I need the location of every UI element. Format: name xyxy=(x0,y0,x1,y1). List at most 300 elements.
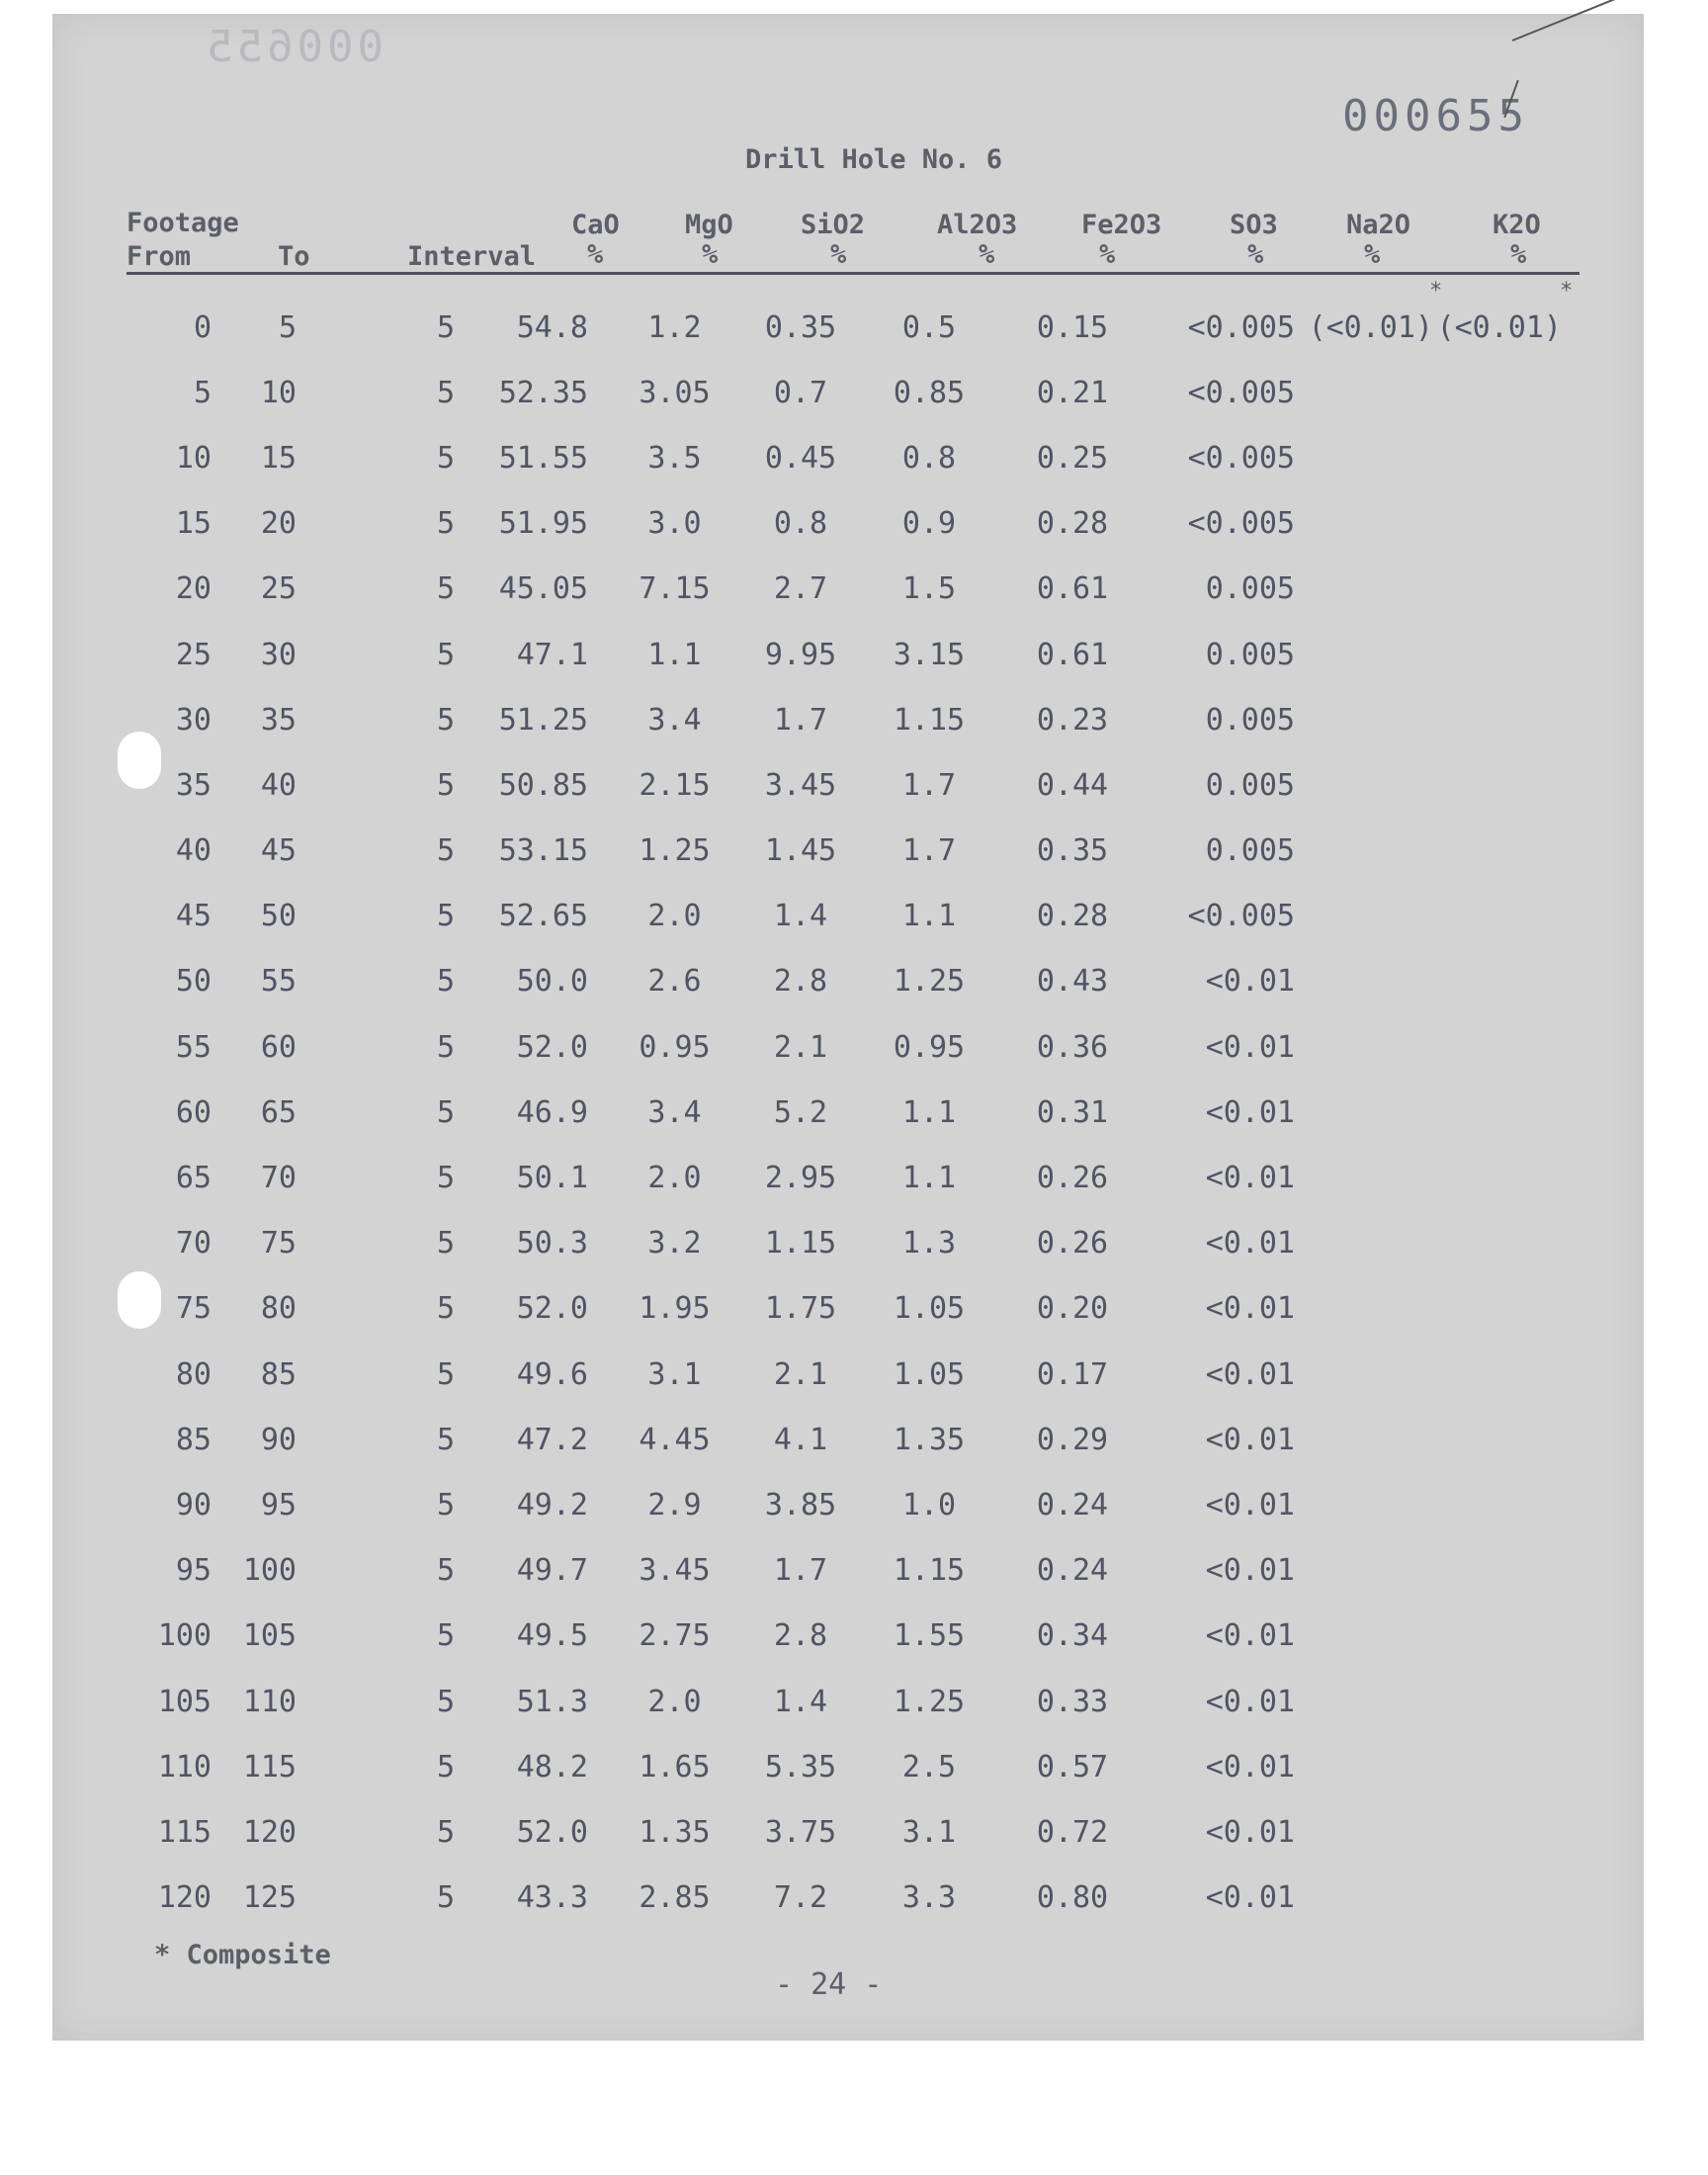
cell-sio2: 5.2 xyxy=(773,1094,828,1130)
cell-so3: <0.005 xyxy=(1187,899,1295,934)
cell-so3: <0.01 xyxy=(1205,1880,1295,1916)
cell-al2o3: 1.1 xyxy=(901,899,957,934)
cell-al2o3: 1.7 xyxy=(901,833,957,869)
page-number: - 24 - xyxy=(775,1967,883,2002)
cell-k2o xyxy=(1433,1211,1562,1276)
cell-al2o3: 1.05 xyxy=(893,1356,966,1392)
cell-from: 15 xyxy=(175,506,212,542)
cell-to: 80 xyxy=(260,1291,297,1327)
cell-to: 115 xyxy=(242,1749,297,1784)
cell-k2o xyxy=(1433,491,1562,557)
cell-k2o xyxy=(1433,1080,1562,1145)
header-mgo: MgO xyxy=(685,210,733,240)
cell-na2o xyxy=(1295,1407,1433,1472)
cell-from: 85 xyxy=(175,1422,212,1457)
cell-interval: 5 xyxy=(436,1161,455,1196)
cell-al2o3: 1.25 xyxy=(893,964,966,1000)
cell-mgo: 2.75 xyxy=(639,1618,711,1654)
cell-fe2o3: 0.33 xyxy=(1036,1684,1109,1719)
cell-so3: 0.005 xyxy=(1205,637,1295,672)
header-so3: SO3 xyxy=(1230,210,1278,240)
cell-cao: 46.9 xyxy=(516,1094,588,1130)
table-row xyxy=(127,752,1562,818)
cell-sio2: 1.75 xyxy=(764,1291,837,1327)
cell-so3: <0.01 xyxy=(1205,1356,1295,1392)
cell-to: 90 xyxy=(260,1422,297,1457)
header-al2o3: Al2O3 xyxy=(937,210,1018,240)
cell-to: 45 xyxy=(260,833,297,869)
table-row xyxy=(127,1407,1562,1472)
cell-cao: 52.0 xyxy=(516,1029,588,1065)
cell-to: 20 xyxy=(260,506,297,542)
cell-k2o xyxy=(1433,1669,1562,1734)
cell-na2o xyxy=(1295,819,1433,884)
cell-fe2o3: 0.15 xyxy=(1036,309,1109,345)
cell-sio2: 7.2 xyxy=(773,1880,828,1916)
table-row xyxy=(127,491,1562,557)
cell-sio2: 9.95 xyxy=(764,637,837,672)
cell-so3: <0.005 xyxy=(1187,506,1295,542)
cell-na2o xyxy=(1295,1538,1433,1604)
table-row xyxy=(127,360,1562,425)
cell-to: 50 xyxy=(260,899,297,934)
cell-so3: <0.005 xyxy=(1187,375,1295,410)
cell-k2o xyxy=(1433,884,1562,949)
cell-sio2: 1.7 xyxy=(773,702,828,738)
header-na2o-pct: % xyxy=(1364,239,1381,270)
page-title: Drill Hole No. 6 xyxy=(744,144,1003,175)
cell-k2o xyxy=(1433,687,1562,752)
cell-so3: <0.01 xyxy=(1205,964,1295,1000)
cell-mgo: 3.2 xyxy=(647,1226,702,1262)
cell-fe2o3: 0.36 xyxy=(1036,1029,1109,1065)
cell-na2o xyxy=(1295,1014,1433,1080)
cell-from: 115 xyxy=(157,1814,212,1850)
cell-so3: 0.005 xyxy=(1205,833,1295,869)
analysis-table xyxy=(127,295,1562,1931)
cell-na2o xyxy=(1295,1799,1433,1865)
cell-na2o xyxy=(1295,884,1433,949)
cell-na2o xyxy=(1295,687,1433,752)
cell-mgo: 3.0 xyxy=(647,506,702,542)
cell-na2o xyxy=(1295,949,1433,1014)
cell-from: 35 xyxy=(175,767,212,803)
table-row xyxy=(127,1669,1562,1734)
cell-from: 20 xyxy=(175,571,212,607)
cell-from: 105 xyxy=(157,1684,212,1719)
cell-so3: 0.005 xyxy=(1205,702,1295,738)
cell-interval: 5 xyxy=(436,506,455,542)
table-row xyxy=(127,819,1562,884)
table-row xyxy=(127,1472,1562,1537)
table-row xyxy=(127,687,1562,752)
header-footage: Footage xyxy=(127,208,239,238)
cell-from: 75 xyxy=(175,1291,212,1327)
cell-so3: <0.01 xyxy=(1205,1161,1295,1196)
cell-cao: 51.3 xyxy=(516,1684,588,1719)
cell-cao: 51.55 xyxy=(498,440,588,476)
cell-mgo: 4.45 xyxy=(639,1422,711,1457)
cell-fe2o3: 0.28 xyxy=(1036,506,1109,542)
cell-cao: 49.5 xyxy=(516,1618,588,1654)
cell-cao: 50.1 xyxy=(516,1161,588,1196)
cell-fe2o3: 0.21 xyxy=(1036,375,1109,410)
cell-from: 95 xyxy=(175,1553,212,1589)
cell-mgo: 2.0 xyxy=(647,899,702,934)
cell-to: 60 xyxy=(260,1029,297,1065)
cell-to: 15 xyxy=(260,440,297,476)
cell-from: 50 xyxy=(175,964,212,1000)
cell-na2o xyxy=(1295,1472,1433,1537)
cell-mgo: 3.4 xyxy=(647,702,702,738)
table-row xyxy=(127,1080,1562,1145)
header-sio2: SiO2 xyxy=(801,210,866,240)
header-k2o: K2O xyxy=(1493,210,1541,240)
cell-to: 25 xyxy=(260,571,297,607)
cell-sio2: 3.45 xyxy=(764,767,837,803)
cell-fe2o3: 0.72 xyxy=(1036,1814,1109,1850)
cell-mgo: 3.05 xyxy=(639,375,711,410)
cell-so3: <0.01 xyxy=(1205,1553,1295,1589)
cell-interval: 5 xyxy=(436,1356,455,1392)
cell-interval: 5 xyxy=(436,637,455,672)
cell-from: 10 xyxy=(175,440,212,476)
cell-al2o3: 0.5 xyxy=(901,309,957,345)
cell-fe2o3: 0.26 xyxy=(1036,1161,1109,1196)
cell-to: 125 xyxy=(242,1880,297,1916)
cell-fe2o3: 0.34 xyxy=(1036,1618,1109,1654)
cell-from: 55 xyxy=(175,1029,212,1065)
cell-na2o xyxy=(1295,622,1433,687)
cell-cao: 52.65 xyxy=(498,899,588,934)
cell-k2o xyxy=(1433,425,1562,490)
cell-sio2: 2.95 xyxy=(764,1161,837,1196)
cell-to: 110 xyxy=(242,1684,297,1719)
cell-al2o3: 3.3 xyxy=(901,1880,957,1916)
cell-interval: 5 xyxy=(436,1880,455,1916)
cell-al2o3: 1.1 xyxy=(901,1094,957,1130)
cell-al2o3: 1.15 xyxy=(893,1553,966,1589)
cell-al2o3: 3.1 xyxy=(901,1814,957,1850)
cell-fe2o3: 0.17 xyxy=(1036,1356,1109,1392)
cell-fe2o3: 0.29 xyxy=(1036,1422,1109,1457)
table-row xyxy=(127,1799,1562,1865)
cell-so3: <0.01 xyxy=(1205,1029,1295,1065)
cell-from: 100 xyxy=(157,1618,212,1654)
cell-mgo: 1.35 xyxy=(639,1814,711,1850)
cell-interval: 5 xyxy=(436,1684,455,1719)
cell-mgo: 2.9 xyxy=(647,1487,702,1522)
cell-cao: 49.7 xyxy=(516,1553,588,1589)
cell-na2o xyxy=(1295,752,1433,818)
cell-cao: 45.05 xyxy=(498,571,588,607)
cell-mgo: 2.6 xyxy=(647,964,702,1000)
cell-interval: 5 xyxy=(436,899,455,934)
cell-cao: 52.0 xyxy=(516,1291,588,1327)
cell-k2o xyxy=(1433,1734,1562,1799)
cell-fe2o3: 0.28 xyxy=(1036,899,1109,934)
cell-al2o3: 1.7 xyxy=(901,767,957,803)
cell-mgo: 1.25 xyxy=(639,833,711,869)
cell-mgo: 3.1 xyxy=(647,1356,702,1392)
cell-al2o3: 1.3 xyxy=(901,1226,957,1262)
cell-to: 100 xyxy=(242,1553,297,1589)
cell-interval: 5 xyxy=(436,1029,455,1065)
cell-to: 85 xyxy=(260,1356,297,1392)
cell-fe2o3: 0.61 xyxy=(1036,637,1109,672)
cell-so3: <0.005 xyxy=(1187,440,1295,476)
cell-mgo: 7.15 xyxy=(639,571,711,607)
cell-sio2: 5.35 xyxy=(764,1749,837,1784)
cell-fe2o3: 0.23 xyxy=(1036,702,1109,738)
cell-interval: 5 xyxy=(436,571,455,607)
cell-cao: 43.3 xyxy=(516,1880,588,1916)
cell-so3: <0.01 xyxy=(1205,1684,1295,1719)
table-row xyxy=(127,557,1562,622)
cell-sio2: 2.1 xyxy=(773,1029,828,1065)
cell-interval: 5 xyxy=(436,964,455,1000)
cell-k2o xyxy=(1433,1604,1562,1669)
cell-al2o3: 2.5 xyxy=(901,1749,957,1784)
cell-k2o xyxy=(1433,1014,1562,1080)
cell-al2o3: 1.25 xyxy=(893,1684,966,1719)
cell-na2o xyxy=(1295,425,1433,490)
cell-from: 65 xyxy=(175,1161,212,1196)
k2o-composite-star: * xyxy=(1560,279,1574,304)
header-al2o3-pct: % xyxy=(979,239,995,270)
cell-sio2: 1.4 xyxy=(773,899,828,934)
cell-sio2: 0.7 xyxy=(773,375,828,410)
cell-cao: 49.6 xyxy=(516,1356,588,1392)
cell-k2o xyxy=(1433,1342,1562,1407)
cell-sio2: 1.7 xyxy=(773,1553,828,1589)
cell-cao: 51.25 xyxy=(498,702,588,738)
cell-fe2o3: 0.44 xyxy=(1036,767,1109,803)
table-row xyxy=(127,1866,1562,1931)
cell-interval: 5 xyxy=(436,767,455,803)
cell-interval: 5 xyxy=(436,1553,455,1589)
cell-cao: 47.1 xyxy=(516,637,588,672)
cell-cao: 50.0 xyxy=(516,964,588,1000)
cell-al2o3: 0.9 xyxy=(901,506,957,542)
table-row xyxy=(127,1211,1562,1276)
cell-na2o xyxy=(1295,1866,1433,1931)
cell-k2o: (<0.01) xyxy=(1436,309,1562,345)
table-row xyxy=(127,1342,1562,1407)
cell-mgo: 2.15 xyxy=(639,767,711,803)
cell-sio2: 1.4 xyxy=(773,1684,828,1719)
header-rule xyxy=(127,272,1580,275)
table-row xyxy=(127,1276,1562,1342)
cell-from: 70 xyxy=(175,1226,212,1262)
cell-interval: 5 xyxy=(436,1226,455,1262)
cell-k2o xyxy=(1433,1799,1562,1865)
cell-sio2: 2.7 xyxy=(773,571,828,607)
cell-k2o xyxy=(1433,1276,1562,1342)
cell-na2o xyxy=(1295,1342,1433,1407)
cell-na2o xyxy=(1295,1145,1433,1210)
cell-na2o xyxy=(1295,1734,1433,1799)
cell-so3: 0.005 xyxy=(1205,767,1295,803)
cell-sio2: 2.8 xyxy=(773,1618,828,1654)
cell-to: 65 xyxy=(260,1094,297,1130)
cell-mgo: 3.4 xyxy=(647,1094,702,1130)
cell-mgo: 2.0 xyxy=(647,1684,702,1719)
cell-na2o xyxy=(1295,1276,1433,1342)
cell-na2o xyxy=(1295,1211,1433,1276)
cell-sio2: 0.45 xyxy=(764,440,837,476)
footnote: * Composite xyxy=(154,1940,331,1970)
cell-k2o xyxy=(1433,1866,1562,1931)
cell-to: 5 xyxy=(278,309,297,345)
header-mgo-pct: % xyxy=(702,239,719,270)
header-interval: Interval xyxy=(407,241,537,272)
table-row xyxy=(127,1145,1562,1210)
cell-cao: 51.95 xyxy=(498,506,588,542)
cell-interval: 5 xyxy=(436,1618,455,1654)
header-na2o: Na2O xyxy=(1346,210,1411,240)
table-row xyxy=(127,884,1562,949)
header-sio2-pct: % xyxy=(830,239,847,270)
cell-cao: 53.15 xyxy=(498,833,588,869)
cell-fe2o3: 0.20 xyxy=(1036,1291,1109,1327)
cell-mgo: 2.85 xyxy=(639,1880,711,1916)
cell-so3: <0.01 xyxy=(1205,1749,1295,1784)
cell-interval: 5 xyxy=(436,1094,455,1130)
cell-cao: 54.8 xyxy=(516,309,588,345)
header-cao-pct: % xyxy=(587,239,604,270)
cell-na2o xyxy=(1295,1669,1433,1734)
cell-fe2o3: 0.26 xyxy=(1036,1226,1109,1262)
cell-so3: <0.01 xyxy=(1205,1226,1295,1262)
cell-sio2: 3.85 xyxy=(764,1487,837,1522)
cell-na2o: (<0.01) xyxy=(1308,309,1433,345)
cell-k2o xyxy=(1433,622,1562,687)
cell-cao: 49.2 xyxy=(516,1487,588,1522)
header-cao: CaO xyxy=(571,210,620,240)
cell-mgo: 1.1 xyxy=(647,637,702,672)
cell-from: 60 xyxy=(175,1094,212,1130)
cell-mgo: 2.0 xyxy=(647,1161,702,1196)
cell-mgo: 1.2 xyxy=(647,309,702,345)
cell-to: 95 xyxy=(260,1487,297,1522)
cell-interval: 5 xyxy=(436,1487,455,1522)
header-from: From xyxy=(127,241,192,272)
cell-cao: 48.2 xyxy=(516,1749,588,1784)
cell-cao: 50.85 xyxy=(498,767,588,803)
stamp-number: 000655 xyxy=(1342,91,1529,141)
cell-k2o xyxy=(1433,360,1562,425)
header-fe2o3: Fe2O3 xyxy=(1081,210,1162,240)
cell-al2o3: 1.15 xyxy=(893,702,966,738)
na2o-composite-star: * xyxy=(1429,279,1443,304)
cell-mgo: 1.65 xyxy=(639,1749,711,1784)
cell-fe2o3: 0.61 xyxy=(1036,571,1109,607)
cell-from: 40 xyxy=(175,833,212,869)
cell-so3: <0.01 xyxy=(1205,1487,1295,1522)
cell-sio2: 2.8 xyxy=(773,964,828,1000)
cell-to: 55 xyxy=(260,964,297,1000)
cell-interval: 5 xyxy=(436,1749,455,1784)
cell-k2o xyxy=(1433,1145,1562,1210)
cell-cao: 47.2 xyxy=(516,1422,588,1457)
cell-al2o3: 1.5 xyxy=(901,571,957,607)
faded-stamp-number: 000655 xyxy=(203,22,384,72)
cell-sio2: 2.1 xyxy=(773,1356,828,1392)
cell-to: 35 xyxy=(260,702,297,738)
cell-interval: 5 xyxy=(436,375,455,410)
table-row xyxy=(127,1014,1562,1080)
cell-interval: 5 xyxy=(436,440,455,476)
cell-so3: 0.005 xyxy=(1205,571,1295,607)
cell-interval: 5 xyxy=(436,702,455,738)
header-fe2o3-pct: % xyxy=(1099,239,1116,270)
cell-fe2o3: 0.57 xyxy=(1036,1749,1109,1784)
table-row xyxy=(127,622,1562,687)
table-row xyxy=(127,1538,1562,1604)
cell-na2o xyxy=(1295,491,1433,557)
cell-al2o3: 1.55 xyxy=(893,1618,966,1654)
cell-fe2o3: 0.24 xyxy=(1036,1553,1109,1589)
cell-cao: 50.3 xyxy=(516,1226,588,1262)
cell-mgo: 3.45 xyxy=(639,1553,711,1589)
cell-na2o xyxy=(1295,557,1433,622)
header-k2o-pct: % xyxy=(1510,239,1527,270)
cell-sio2: 1.45 xyxy=(764,833,837,869)
cell-al2o3: 1.1 xyxy=(901,1161,957,1196)
cell-from: 80 xyxy=(175,1356,212,1392)
cell-al2o3: 0.95 xyxy=(893,1029,966,1065)
cell-from: 120 xyxy=(157,1880,212,1916)
cell-cao: 52.0 xyxy=(516,1814,588,1850)
cell-from: 90 xyxy=(175,1487,212,1522)
cell-k2o xyxy=(1433,557,1562,622)
cell-interval: 5 xyxy=(436,833,455,869)
cell-fe2o3: 0.24 xyxy=(1036,1487,1109,1522)
cell-k2o xyxy=(1433,1472,1562,1537)
table-row xyxy=(127,1604,1562,1669)
cell-so3: <0.01 xyxy=(1205,1422,1295,1457)
cell-interval: 5 xyxy=(436,1291,455,1327)
cell-mgo: 1.95 xyxy=(639,1291,711,1327)
cell-to: 40 xyxy=(260,767,297,803)
cell-sio2: 4.1 xyxy=(773,1422,828,1457)
cell-from: 45 xyxy=(175,899,212,934)
cell-na2o xyxy=(1295,1080,1433,1145)
cell-al2o3: 0.85 xyxy=(893,375,966,410)
cell-sio2: 0.35 xyxy=(764,309,837,345)
cell-from: 0 xyxy=(193,309,212,345)
cell-sio2: 1.15 xyxy=(764,1226,837,1262)
table-row xyxy=(127,949,1562,1014)
cell-al2o3: 0.8 xyxy=(901,440,957,476)
cell-fe2o3: 0.80 xyxy=(1036,1880,1109,1916)
cell-mgo: 3.5 xyxy=(647,440,702,476)
cell-k2o xyxy=(1433,949,1562,1014)
cell-k2o xyxy=(1433,819,1562,884)
cell-so3: <0.005 xyxy=(1187,309,1295,345)
cell-to: 75 xyxy=(260,1226,297,1262)
cell-mgo: 0.95 xyxy=(639,1029,711,1065)
cell-al2o3: 1.05 xyxy=(893,1291,966,1327)
cell-from: 25 xyxy=(175,637,212,672)
cell-fe2o3: 0.35 xyxy=(1036,833,1109,869)
cell-to: 120 xyxy=(242,1814,297,1850)
cell-interval: 5 xyxy=(436,309,455,345)
cell-to: 105 xyxy=(242,1618,297,1654)
cell-interval: 5 xyxy=(436,1814,455,1850)
cell-so3: <0.01 xyxy=(1205,1291,1295,1327)
